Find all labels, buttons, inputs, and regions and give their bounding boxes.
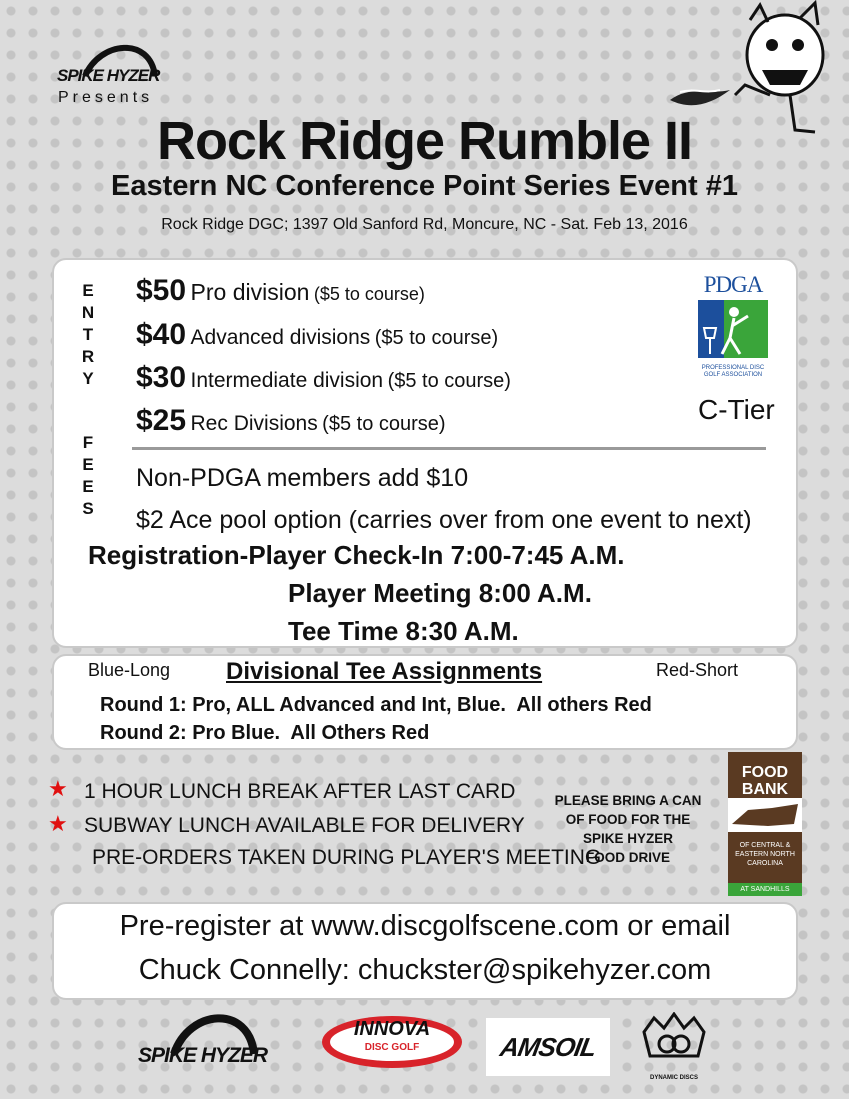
dynamic-discs-logo	[634, 1012, 714, 1081]
fee-price: $25	[136, 404, 187, 437]
fee-row-intermediate	[136, 361, 511, 395]
pdga-logo-subtitle: PROFESSIONAL DISC GOLF ASSOCIATION	[701, 365, 765, 378]
divider	[132, 447, 766, 450]
pdga-logo	[694, 272, 772, 390]
event-location: Rock Ridge DGC; 1397 Old Sanford Rd, Moncure, NC - Sat. Feb 13, 2016	[161, 216, 688, 233]
food-drive-text	[536, 791, 720, 867]
food-bank-title: BANK	[741, 781, 789, 798]
food-drive-line: OF FOOD FOR THE	[565, 812, 691, 827]
non-pdga-fee: Non-PDGA members add $10	[136, 464, 469, 492]
food-bank-title: FOOD	[741, 764, 789, 781]
fee-division: Rec Divisions	[190, 412, 318, 435]
player-meeting-time: Player Meeting 8:00 A.M.	[288, 578, 592, 608]
lunch-break-note: 1 HOUR LUNCH BREAK AFTER LAST CARD	[84, 780, 516, 803]
food-drive-line: SPIKE HYZER	[582, 831, 674, 846]
fees-vertical-label	[80, 432, 96, 520]
fee-row-pro	[136, 274, 425, 308]
spike-hyzer-footer-text: SPIKE HYZER	[138, 1044, 268, 1067]
spike-hyzer-logo-text: SPIKE HYZER	[57, 66, 160, 85]
preregister-panel	[52, 902, 798, 1000]
entry-vertical-label	[80, 280, 96, 390]
fee-division: Pro division	[190, 279, 310, 305]
tee-assignments-panel	[52, 654, 798, 750]
innova-logo-subtext: DISC GOLF	[364, 1042, 420, 1053]
letter: R	[81, 347, 95, 366]
fee-note: ($5 to course)	[374, 327, 499, 349]
fee-division: Advanced divisions	[190, 326, 371, 349]
fee-price: $50	[136, 274, 187, 307]
event-subtitle: Eastern NC Conference Point Series Event #1	[111, 170, 738, 202]
fee-note: ($5 to course)	[387, 370, 511, 392]
dynamic-discs-crown-icon	[634, 1012, 714, 1070]
letter: T	[82, 325, 94, 344]
innova-logo	[320, 1012, 464, 1070]
north-carolina-map-icon	[728, 798, 802, 832]
fee-row-advanced	[136, 318, 498, 352]
red-short-label: Red-Short	[656, 660, 739, 680]
fee-note: ($5 to course)	[322, 413, 446, 435]
letter: E	[82, 477, 94, 496]
pdga-logo-text: PDGA	[703, 272, 763, 297]
pre-orders-note: PRE-ORDERS TAKEN DURING PLAYER'S MEETING	[92, 846, 602, 869]
food-bank-logo	[728, 752, 802, 896]
pdga-basket-icon	[694, 298, 772, 360]
letter: Y	[82, 369, 94, 388]
food-bank-subtitle: OF CENTRAL & EASTERN NORTH CAROLINA	[735, 842, 795, 867]
tee-time: Tee Time 8:30 A.M.	[288, 616, 519, 646]
preregister-line-2: Chuck Connelly: chuckster@spikehyzer.com	[138, 954, 712, 986]
round-1-assignment: Round 1: Pro, ALL Advanced and Int, Blue. All others Red	[100, 694, 652, 716]
presents-text: Presents	[58, 89, 154, 106]
innova-logo-text: INNOVA	[353, 1018, 431, 1040]
tee-assignments-heading: Divisional Tee Assignments	[226, 658, 543, 685]
fee-note: ($5 to course)	[313, 284, 425, 304]
amsoil-logo	[486, 1018, 610, 1076]
food-bank-at: AT SANDHILLS	[728, 883, 802, 896]
star-icon: ★	[48, 811, 68, 836]
food-drive-line: FOOD DRIVE	[585, 850, 670, 865]
event-title: Rock Ridge Rumble II	[156, 111, 693, 171]
letter: N	[81, 303, 95, 322]
letter: E	[82, 281, 94, 300]
food-drive-line: PLEASE BRING A CAN	[554, 793, 702, 808]
fee-price: $40	[136, 318, 187, 351]
fee-row-rec	[136, 404, 446, 438]
star-icon: ★	[48, 776, 68, 801]
entry-fees-panel	[52, 258, 798, 648]
tier-label: C-Tier	[698, 394, 775, 425]
letter: F	[82, 433, 94, 452]
dynamic-discs-text: DYNAMIC DISCS	[649, 1075, 698, 1081]
ace-pool-option: $2 Ace pool option (carries over from one event to next)	[136, 506, 752, 534]
amsoil-logo-text: AMSOIL	[497, 1032, 599, 1062]
letter: E	[82, 455, 94, 474]
checkin-time: Registration-Player Check-In 7:00-7:45 A.M.	[88, 540, 625, 570]
spike-hyzer-footer-logo	[134, 1004, 294, 1074]
subway-lunch-note: SUBWAY LUNCH AVAILABLE FOR DELIVERY	[84, 814, 525, 837]
blue-long-label: Blue-Long	[88, 660, 171, 680]
fee-division: Intermediate division	[190, 369, 384, 392]
letter: S	[82, 499, 94, 518]
fee-price: $30	[136, 361, 187, 394]
spike-hyzer-logo	[55, 36, 195, 92]
preregister-line-1: Pre-register at www.discgolfscene.com or email	[119, 910, 731, 942]
round-2-assignment: Round 2: Pro Blue. All Others Red	[100, 722, 430, 744]
